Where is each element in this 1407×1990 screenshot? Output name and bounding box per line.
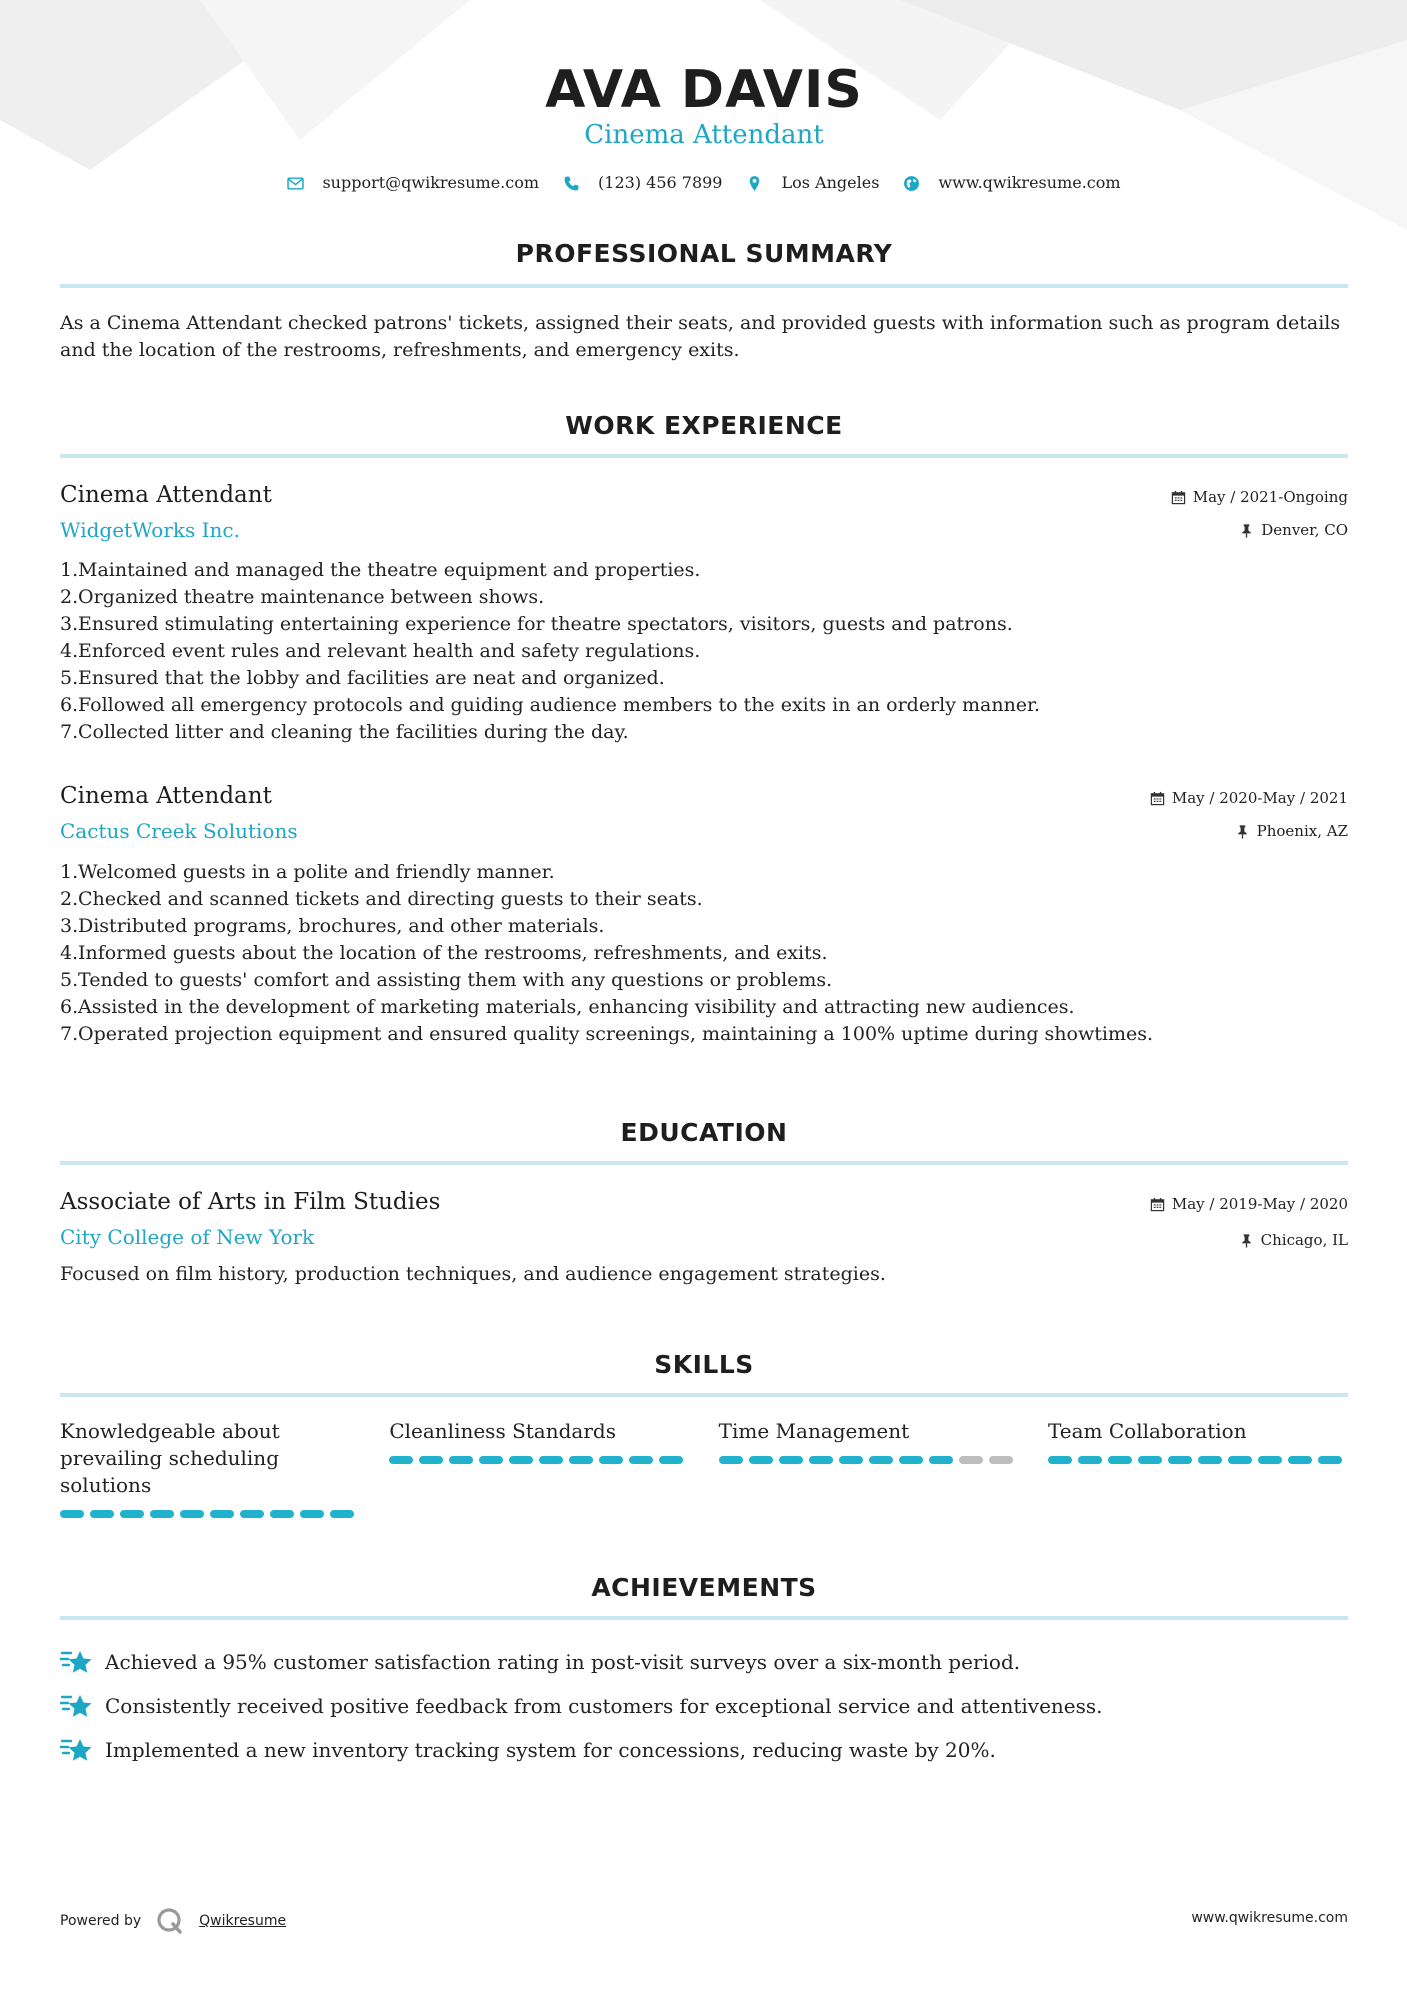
job-location-text: Denver, CO (1261, 521, 1348, 539)
qwikresume-logo-icon (155, 1906, 185, 1936)
skill-dash-filled (240, 1510, 264, 1518)
duty-text: Checked and scanned tickets and directing guests to their seats. (78, 888, 703, 910)
skill-dash-filled (899, 1456, 923, 1464)
skill-dash-filled (389, 1456, 413, 1464)
duty-text: Operated projection equipment and ensured quality screenings, maintaining a 100% uptime during showtimes. (78, 1023, 1154, 1045)
skill-dash-filled (599, 1456, 623, 1464)
job-date (1150, 788, 1348, 808)
skill-dash-filled (1318, 1456, 1342, 1464)
contact-email[interactable] (287, 172, 539, 194)
shooting-star-icon (60, 1647, 93, 1677)
section-divider (60, 1393, 1348, 1397)
education-school: City College of New York (60, 1225, 315, 1249)
skills-grid (60, 1418, 1348, 1518)
contact-website[interactable] (903, 172, 1120, 194)
skill-dash-empty (959, 1456, 983, 1464)
skill-dash-filled (929, 1456, 953, 1464)
skill-name: Cleanliness Standards (389, 1419, 616, 1443)
list-item: 3. Distributed programs, brochures, and other materials. (60, 913, 1348, 940)
duty-text: Ensured stimulating entertaining experience for theatre spectators, visitors, guests and patrons. (78, 613, 1013, 635)
powered-by-label: Powered by (60, 1913, 142, 1929)
achievement-text: Consistently received positive feedback from customers for exceptional service and attentiveness. (105, 1694, 1103, 1718)
contact-email-text: support@qwikresume.com (322, 173, 540, 192)
list-item: 2. Checked and scanned tickets and directing guests to their seats. (60, 886, 1348, 913)
skill-dash-filled (1048, 1456, 1072, 1464)
skill-dash-filled (749, 1456, 773, 1464)
skill-dash-empty (989, 1456, 1013, 1464)
job-title: Cinema Attendant (60, 783, 272, 809)
pushpin-icon (1235, 824, 1250, 839)
skill-dash-filled (1138, 1456, 1162, 1464)
skill-dash-filled (659, 1456, 683, 1464)
skill-dash-filled (479, 1456, 503, 1464)
globe-icon (903, 175, 920, 192)
skill-name: Knowledgeable about prevailing scheduling solutions (60, 1419, 280, 1497)
duty-text: Distributed programs, brochures, and other materials. (78, 915, 605, 937)
contact-website-text: www.qwikresume.com (938, 173, 1121, 192)
duty-text: Maintained and managed the theatre equipment and properties. (78, 559, 701, 581)
map-marker-icon (746, 175, 763, 192)
skill-dash-filled (779, 1456, 803, 1464)
section-divider (60, 284, 1348, 288)
section-title-achievements: ACHIEVEMENTS (591, 1573, 817, 1602)
section-title-skills: SKILLS (654, 1350, 754, 1379)
skill-item (1048, 1418, 1348, 1518)
page-footer (60, 1900, 1348, 1934)
skill-dash-filled (180, 1510, 204, 1518)
skill-rating (389, 1456, 689, 1464)
skill-dash-filled (330, 1510, 354, 1518)
education-date (1150, 1194, 1348, 1214)
skill-dash-filled (539, 1456, 563, 1464)
job-date (1171, 487, 1348, 507)
skill-dash-filled (809, 1456, 833, 1464)
skill-dash-filled (509, 1456, 533, 1464)
list-item: 6. Followed all emergency protocols and guiding audience members to the exits in an orderly manner. (60, 692, 1348, 719)
phone-icon (563, 175, 580, 192)
skill-dash-filled (60, 1510, 84, 1518)
calendar-icon (1150, 1197, 1165, 1212)
education-degree: Associate of Arts in Film Studies (60, 1189, 441, 1215)
list-item: 2. Organized theatre maintenance between shows. (60, 584, 1348, 611)
job-location-text: Phoenix, AZ (1256, 822, 1348, 840)
achievements-list (60, 1640, 1348, 1772)
contact-bar (60, 172, 1348, 194)
duty-text: Welcomed guests in a polite and friendly manner. (78, 861, 555, 883)
section-divider (60, 1161, 1348, 1165)
job-title: Cinema Attendant (60, 482, 272, 508)
resume-page (60, 0, 1348, 1990)
skill-name: Time Management (718, 1419, 910, 1443)
skill-dash-filled (120, 1510, 144, 1518)
list-item: 1. Maintained and managed the theatre equipment and properties. (60, 557, 1348, 584)
skill-dash-filled (1078, 1456, 1102, 1464)
job-location (1235, 821, 1348, 841)
powered-by (60, 1906, 286, 1936)
job-entry-2-header (60, 781, 1348, 845)
skill-rating (719, 1456, 1019, 1464)
skill-item (389, 1418, 689, 1518)
job-location (1239, 520, 1348, 540)
job-company: Cactus Creek Solutions (60, 819, 298, 843)
shooting-star-icon (60, 1735, 93, 1765)
education-entry-header (60, 1187, 1348, 1251)
skill-dash-filled (90, 1510, 114, 1518)
achievement-text: Achieved a 95% customer satisfaction rating in post-visit surveys over a six-month period. (105, 1650, 1021, 1674)
job-date-text: May / 2020-May / 2021 (1171, 789, 1348, 807)
list-item: 6. Assisted in the development of marketing materials, enhancing visibility and attracting new audiences. (60, 994, 1348, 1021)
duty-text: Enforced event rules and relevant health and safety regulations. (78, 640, 701, 662)
list-item: 4. Informed guests about the location of the restrooms, refreshments, and exits. (60, 940, 1348, 967)
skill-dash-filled (1258, 1456, 1282, 1464)
skill-dash-filled (569, 1456, 593, 1464)
skill-name: Team Collaboration (1047, 1419, 1247, 1443)
skill-dash-filled (150, 1510, 174, 1518)
skill-dash-filled (449, 1456, 473, 1464)
pushpin-icon (1239, 523, 1254, 538)
footer-website[interactable]: www.qwikresume.com (1191, 1910, 1348, 1926)
duty-text: Collected litter and cleaning the facilities during the day. (78, 721, 629, 743)
envelope-icon (287, 175, 304, 192)
achievement-item (60, 1684, 1348, 1728)
education-date-text: May / 2019-May / 2020 (1171, 1195, 1348, 1213)
duty-text: Followed all emergency protocols and guiding audience members to the exits in an orderly manner. (78, 694, 1041, 716)
contact-location-text: Los Angeles (781, 173, 880, 192)
section-divider (60, 1616, 1348, 1620)
job-1-duties (60, 557, 1348, 746)
skill-dash-filled (1228, 1456, 1252, 1464)
list-item: 5. Tended to guests' comfort and assisting them with any questions or problems. (60, 967, 1348, 994)
list-item: 4. Enforced event rules and relevant health and safety regulations. (60, 638, 1348, 665)
skill-item (719, 1418, 1019, 1518)
skill-dash-filled (1108, 1456, 1132, 1464)
list-item: 7. Operated projection equipment and ensured quality screenings, maintaining a 100% uptime during showtimes. (60, 1021, 1348, 1048)
education-description: Focused on film history, production techniques, and audience engagement strategies. (60, 1263, 886, 1285)
contact-phone-text: (123) 456 7899 (598, 173, 723, 192)
shooting-star-icon (60, 1691, 93, 1721)
job-2-duties (60, 859, 1348, 1048)
skill-dash-filled (629, 1456, 653, 1464)
skill-item (60, 1418, 360, 1518)
education-location (1239, 1230, 1348, 1250)
duty-text: Tended to guests' comfort and assisting them with any questions or problems. (78, 969, 833, 991)
skill-rating (60, 1510, 360, 1518)
skill-dash-filled (1288, 1456, 1312, 1464)
duty-text: Informed guests about the location of the restrooms, refreshments, and exits. (78, 942, 828, 964)
calendar-icon (1171, 490, 1186, 505)
list-item: 3. Ensured stimulating entertaining experience for theatre spectators, visitors, guests and patrons. (60, 611, 1348, 638)
duty-text: Organized theatre maintenance between shows. (78, 586, 545, 608)
skill-dash-filled (1198, 1456, 1222, 1464)
skill-rating (1048, 1456, 1348, 1464)
achievement-item (60, 1728, 1348, 1772)
skill-dash-filled (869, 1456, 893, 1464)
list-item: 1. Welcomed guests in a polite and friendly manner. (60, 859, 1348, 886)
education-location-text: Chicago, IL (1260, 1231, 1348, 1249)
contact-phone[interactable] (563, 172, 722, 194)
qwikresume-link[interactable]: Qwikresume (199, 1913, 287, 1929)
skill-dash-filled (210, 1510, 234, 1518)
calendar-icon (1150, 791, 1165, 806)
list-item: 7. Collected litter and cleaning the facilities during the day. (60, 719, 1348, 746)
section-title-experience: WORK EXPERIENCE (565, 411, 843, 440)
candidate-name: AVA DAVIS (545, 60, 863, 120)
contact-location (746, 172, 879, 194)
candidate-title: Cinema Attendant (584, 120, 824, 150)
skill-dash-filled (270, 1510, 294, 1518)
job-date-text: May / 2021-Ongoing (1192, 488, 1348, 506)
skill-dash-filled (1168, 1456, 1192, 1464)
duty-text: Assisted in the development of marketing materials, enhancing visibility and attracting new audiences. (78, 996, 1075, 1018)
skill-dash-filled (719, 1456, 743, 1464)
list-item: 5. Ensured that the lobby and facilities are neat and organized. (60, 665, 1348, 692)
section-title-summary: PROFESSIONAL SUMMARY (515, 239, 893, 268)
skill-dash-filled (300, 1510, 324, 1518)
skill-dash-filled (839, 1456, 863, 1464)
summary-text: As a Cinema Attendant checked patrons' tickets, assigned their seats, and provided guests with information such as program details and the location of the restrooms, refreshments, and emergency exits. (60, 312, 1341, 361)
job-company: WidgetWorks Inc. (60, 518, 240, 542)
section-title-education: EDUCATION (620, 1118, 788, 1147)
pushpin-icon (1239, 1233, 1254, 1248)
achievement-item (60, 1640, 1348, 1684)
section-divider (60, 454, 1348, 458)
skill-dash-filled (419, 1456, 443, 1464)
duty-text: Ensured that the lobby and facilities are neat and organized. (78, 667, 665, 689)
job-entry-1-header (60, 480, 1348, 544)
achievement-text: Implemented a new inventory tracking system for concessions, reducing waste by 20%. (105, 1738, 996, 1762)
